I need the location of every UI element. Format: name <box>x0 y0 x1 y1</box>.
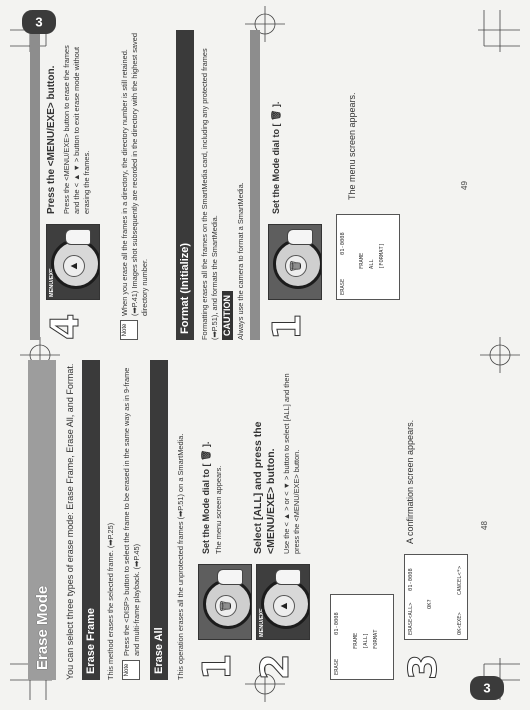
trash-icon: 🗑 <box>285 255 307 277</box>
step-1-title: Set the Mode dial to [ 🗑 ]. <box>201 441 211 554</box>
heading-erase-all: Erase All <box>150 360 168 680</box>
arrow-pad-icon: ▲ <box>63 255 85 277</box>
format-text: Formatting erases all the frames on the SmartMedia card, including any protected frames (➡P.51), and formats the SmartMedia. <box>200 48 219 340</box>
hand-icon <box>65 229 91 245</box>
page-number-right: 49 <box>460 181 469 190</box>
lcd-erase-menu: ERASE 01-0008 FRAME [ALL] FORMAT <box>330 594 394 680</box>
erase-frame-text: This method erases the selected frame. (➡P.25) <box>106 522 115 680</box>
step-number-2: 2 <box>253 653 297 680</box>
step-4-note: When you erase all the frames in a directory, the directory number is still retained. (➡P.41) Images shot subsequently are recorded in the directory with the highest saved directory number. <box>120 33 149 316</box>
lcd-confirm: ERASE<ALL> 01-0008 OK? OK<EXE> CANCEL<*> <box>404 554 468 640</box>
step-number-1: 1 <box>195 653 239 680</box>
menu-exe-button-image: MENU/EXE ▲ <box>256 564 310 640</box>
page-title: Erase Mode <box>33 585 51 670</box>
section-title-band <box>28 360 56 680</box>
top-band-right <box>30 30 40 340</box>
step-number-3: 3 <box>401 653 445 680</box>
note-badge: Note <box>122 660 140 680</box>
erase-frame-note: Press the <DISP> button to select the frame to be erased in the same way as in 9-frame and multi-frame playback. (➡P.45) <box>122 367 141 656</box>
trash-icon: 🗑 <box>215 595 237 617</box>
note-badge-right: Note <box>120 320 138 340</box>
erase-all-text: This operation erases all the unprotected frames (➡P.51) on a SmartMedia. <box>176 433 185 680</box>
step-number-4: 4 <box>43 313 87 340</box>
step-4-text: Press the <MENU/EXE> button to erase the frames and the < ▲ ▼ > button to exit erase mode without erasing the frames. <box>62 45 91 214</box>
chapter-tab-left: 3 <box>470 676 504 700</box>
hand-icon <box>275 569 301 585</box>
hand-icon <box>287 229 313 245</box>
step-number-1b: 1 <box>265 313 309 340</box>
menu-exe-button-image-2: MENU/EXE ▲ <box>46 224 100 300</box>
heading-erase-frame: Erase Frame <box>82 360 100 680</box>
step-1b-title: Set the Mode dial to [ 🗑 ]. <box>271 101 281 214</box>
lcd-format: ERASE 01-0008 FRAME ALL [FORMAT] <box>336 214 400 300</box>
mode-dial-image-2 <box>268 224 322 300</box>
step-1b-text: The menu screen appears. <box>347 92 357 200</box>
caution-text: Always use the camera to format a SmartMedia. <box>236 182 245 340</box>
step-2-text: Use the < ▲ > or < ▼ > button to select [ALL] and then press the <MENU/EXE> button. <box>282 373 301 554</box>
step-4-title: Press the <MENU/EXE> button. <box>46 65 57 214</box>
page-number-left: 48 <box>480 521 489 530</box>
mode-dial-image <box>198 564 252 640</box>
caution-band <box>250 30 260 340</box>
heading-format: Format (Initialize) <box>176 30 194 340</box>
step-1-text: The menu screen appears. <box>214 465 223 554</box>
hand-icon <box>217 569 243 585</box>
step-3-text: A confirmation screen appears. <box>405 419 415 544</box>
chapter-tab-right: 3 <box>22 10 56 34</box>
page-48 <box>0 360 530 680</box>
intro-text: You can select three types of erase mode: Erase Frame, Erase All, and Format. <box>65 363 75 680</box>
caution-label: CAUTION <box>222 291 233 340</box>
step-2-title: Select [ALL] and press the <MENU/EXE> button. <box>252 421 277 554</box>
arrow-pad-icon: ▲ <box>273 595 295 617</box>
page-49 <box>0 30 530 340</box>
